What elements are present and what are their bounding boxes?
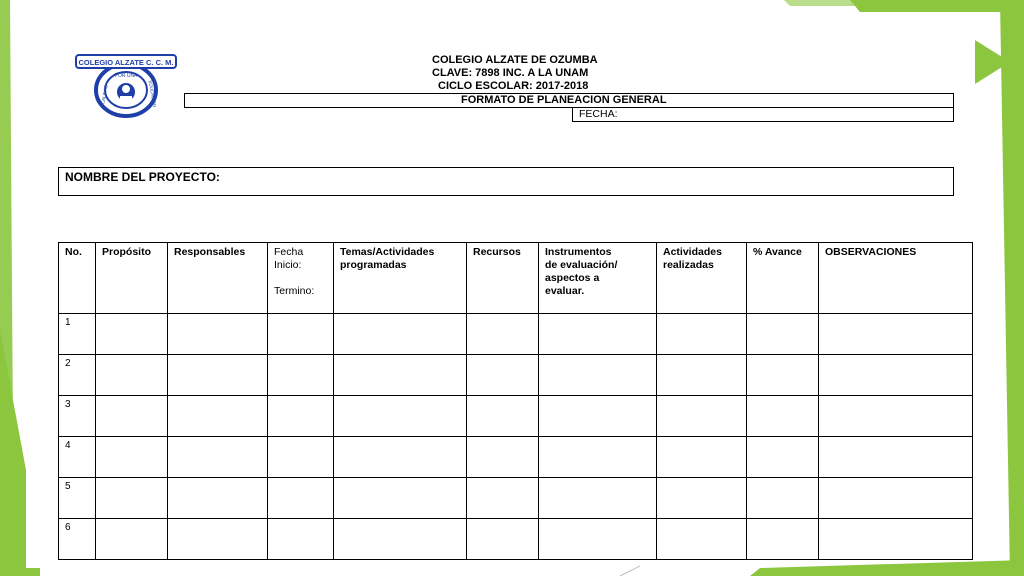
project-name-box	[58, 167, 954, 196]
table-cell[interactable]	[657, 314, 747, 355]
row-number: 2	[59, 355, 96, 396]
row-number: 1	[59, 314, 96, 355]
table-cell[interactable]	[747, 355, 819, 396]
header-recursos: Recursos	[467, 243, 539, 314]
table-cell[interactable]	[96, 437, 168, 478]
format-title-box	[184, 93, 954, 108]
header-proposito: Propósito	[96, 243, 168, 314]
table-cell[interactable]	[819, 437, 973, 478]
table-cell[interactable]	[539, 519, 657, 560]
table-cell[interactable]	[268, 396, 334, 437]
table-cell[interactable]	[467, 396, 539, 437]
project-name-label: NOMBRE DEL PROYECTO:	[65, 170, 220, 184]
header-avance: % Avance	[747, 243, 819, 314]
row-number: 5	[59, 478, 96, 519]
table-cell[interactable]	[539, 478, 657, 519]
table-row	[59, 519, 973, 560]
table-cell[interactable]	[539, 437, 657, 478]
format-title: FORMATO DE PLANEACION GENERAL	[461, 94, 667, 106]
header-instrumentos: Instrumentos de evaluación/ aspectos a evaluar.	[539, 243, 657, 314]
header-observaciones: OBSERVACIONES	[819, 243, 973, 314]
table-cell[interactable]	[467, 519, 539, 560]
row-number: 4	[59, 437, 96, 478]
table-row	[59, 314, 973, 355]
table-cell[interactable]	[96, 519, 168, 560]
table-cell[interactable]	[334, 355, 467, 396]
table-cell[interactable]	[168, 314, 268, 355]
header-responsables: Responsables	[168, 243, 268, 314]
table-cell[interactable]	[168, 437, 268, 478]
table-cell[interactable]	[168, 478, 268, 519]
logo-right-text: EDUCACION	[147, 80, 158, 108]
school-name: COLEGIO ALZATE DE OZUMBA	[432, 54, 598, 66]
logo-banner-text: COLEGIO ALZATE C. C. M.	[78, 58, 174, 67]
school-logo	[74, 52, 178, 118]
table-cell[interactable]	[747, 396, 819, 437]
logo-left-text: CALIDAD	[100, 84, 109, 105]
table-cell[interactable]	[168, 519, 268, 560]
header-temas: Temas/Actividades programadas	[334, 243, 467, 314]
table-cell[interactable]	[334, 519, 467, 560]
table-cell[interactable]	[96, 396, 168, 437]
school-cycle: CICLO ESCOLAR: 2017-2018	[438, 80, 589, 92]
table-cell[interactable]	[268, 478, 334, 519]
table-cell[interactable]	[96, 314, 168, 355]
table-cell[interactable]	[96, 355, 168, 396]
planning-table	[58, 242, 973, 560]
table-cell[interactable]	[539, 314, 657, 355]
table-cell[interactable]	[747, 314, 819, 355]
header-actividades: Actividades realizadas	[657, 243, 747, 314]
table-cell[interactable]	[96, 478, 168, 519]
school-clave: CLAVE: 7898 INC. A LA UNAM	[432, 67, 589, 79]
row-number: 3	[59, 396, 96, 437]
table-cell[interactable]	[819, 396, 973, 437]
table-cell[interactable]	[268, 519, 334, 560]
table-cell[interactable]	[819, 519, 973, 560]
table-cell[interactable]	[657, 478, 747, 519]
table-cell[interactable]	[467, 355, 539, 396]
table-cell[interactable]	[747, 437, 819, 478]
table-cell[interactable]	[539, 355, 657, 396]
table-cell[interactable]	[268, 355, 334, 396]
header-no: No.	[59, 243, 96, 314]
table-cell[interactable]	[539, 396, 657, 437]
table-header-row	[59, 243, 973, 314]
logo-center-text: POR UNA	[114, 73, 138, 79]
table-cell[interactable]	[819, 314, 973, 355]
table-cell[interactable]	[334, 314, 467, 355]
table-cell[interactable]	[168, 355, 268, 396]
header-fecha: Fecha Inicio: Termino:	[268, 243, 334, 314]
table-cell[interactable]	[268, 437, 334, 478]
table-cell[interactable]	[819, 355, 973, 396]
table-row	[59, 437, 973, 478]
table-row	[59, 355, 973, 396]
table-cell[interactable]	[657, 396, 747, 437]
table-cell[interactable]	[657, 519, 747, 560]
date-box	[572, 107, 954, 122]
row-number: 6	[59, 519, 96, 560]
table-cell[interactable]	[334, 396, 467, 437]
table-cell[interactable]	[819, 478, 973, 519]
table-cell[interactable]	[467, 478, 539, 519]
table-cell[interactable]	[268, 314, 334, 355]
table-cell[interactable]	[168, 396, 268, 437]
table-cell[interactable]	[334, 437, 467, 478]
table-cell[interactable]	[467, 437, 539, 478]
table-row	[59, 396, 973, 437]
table-cell[interactable]	[657, 437, 747, 478]
table-cell[interactable]	[334, 478, 467, 519]
table-row	[59, 478, 973, 519]
table-cell[interactable]	[747, 478, 819, 519]
table-cell[interactable]	[657, 355, 747, 396]
date-label: FECHA:	[579, 108, 618, 120]
table-cell[interactable]	[747, 519, 819, 560]
table-cell[interactable]	[467, 314, 539, 355]
